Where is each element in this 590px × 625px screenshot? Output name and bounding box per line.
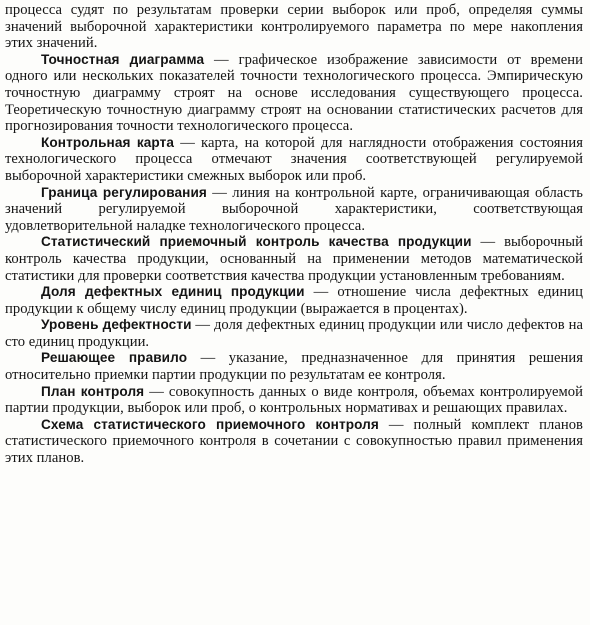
term: Решающее правило: [41, 350, 188, 366]
paragraph-acceptance-scheme: [5, 417, 583, 467]
term: Контрольная карта: [41, 134, 175, 150]
term: Доля дефектных единиц продукции: [41, 284, 305, 300]
definition: процесса судят по результатам проверки серии выборок или проб, определяя суммы значений выборочной характеристики контролируемого параметра по мере накопления этих значений.: [5, 2, 583, 52]
definition: — совокупность данных о виде контроля, объемах контролируемой партии продукции, выборок или проб, о контрольных нормативах и решающих правилах.: [5, 383, 583, 417]
paragraph-control-limit: [5, 185, 583, 235]
definition: — выборочный контроль качества продукции, основанный на применении методов математической статистики для проверки соответствия качества продукции установленным требованиям.: [5, 234, 583, 284]
definition: — отношение числа дефектных единиц продукции к общему числу единиц продукции (выражается в процентах).: [5, 284, 583, 317]
term: План контроля: [41, 383, 145, 399]
term: Граница регулирования: [41, 184, 207, 200]
paragraph-continuation: [5, 2, 583, 52]
document-text: [5, 2, 583, 467]
definition: — карта, на которой для наглядности отображения состояния технологического процесса отмечают значения соответствующей регулируемой выборочной характеристики смежных выборок или проб.: [5, 134, 583, 184]
term: Точностная диаграмма: [41, 51, 205, 67]
definition: — графическое изображение зависимости от времени одного или нескольких показателей точности технологического процесса. Эмпирическую точностную диаграмму строят на основе исследования существующего процесса. Теоретическую точностную диаграмму строят на основании статистических расчетов для прогнозирования точности технологического процесса.: [5, 51, 583, 135]
definition: — полный комплект планов статистического приемочного контроля в сочетании с совокупностью правил применения этих планов.: [5, 416, 584, 467]
definition: — линия на контрольной карте, ограничивающая область значений регулируемой выборочной характеристики, соответствующая удовлетворительной наладке технологического процесса.: [5, 184, 583, 234]
term: Схема статистического приемочного контроля: [41, 416, 379, 432]
paragraph-defective-fraction: [5, 284, 583, 317]
term: Статистический приемочный контроль качества продукции: [41, 234, 472, 250]
paragraph-accuracy-diagram: [5, 52, 583, 135]
definition: — доля дефектных единиц продукции или число дефектов на сто единиц продукции.: [5, 317, 583, 350]
definition: — указание, предназначенное для принятия решения относительно приемки партии продукции по результатам ее контроля.: [5, 350, 583, 384]
paragraph-statistical-acceptance-control: [5, 234, 583, 284]
paragraph-control-chart: [5, 135, 583, 185]
term: Уровень дефектности: [41, 317, 192, 333]
paragraph-inspection-plan: [5, 384, 583, 417]
paragraph-decision-rule: [5, 350, 583, 383]
paragraph-defect-level: [5, 317, 583, 350]
